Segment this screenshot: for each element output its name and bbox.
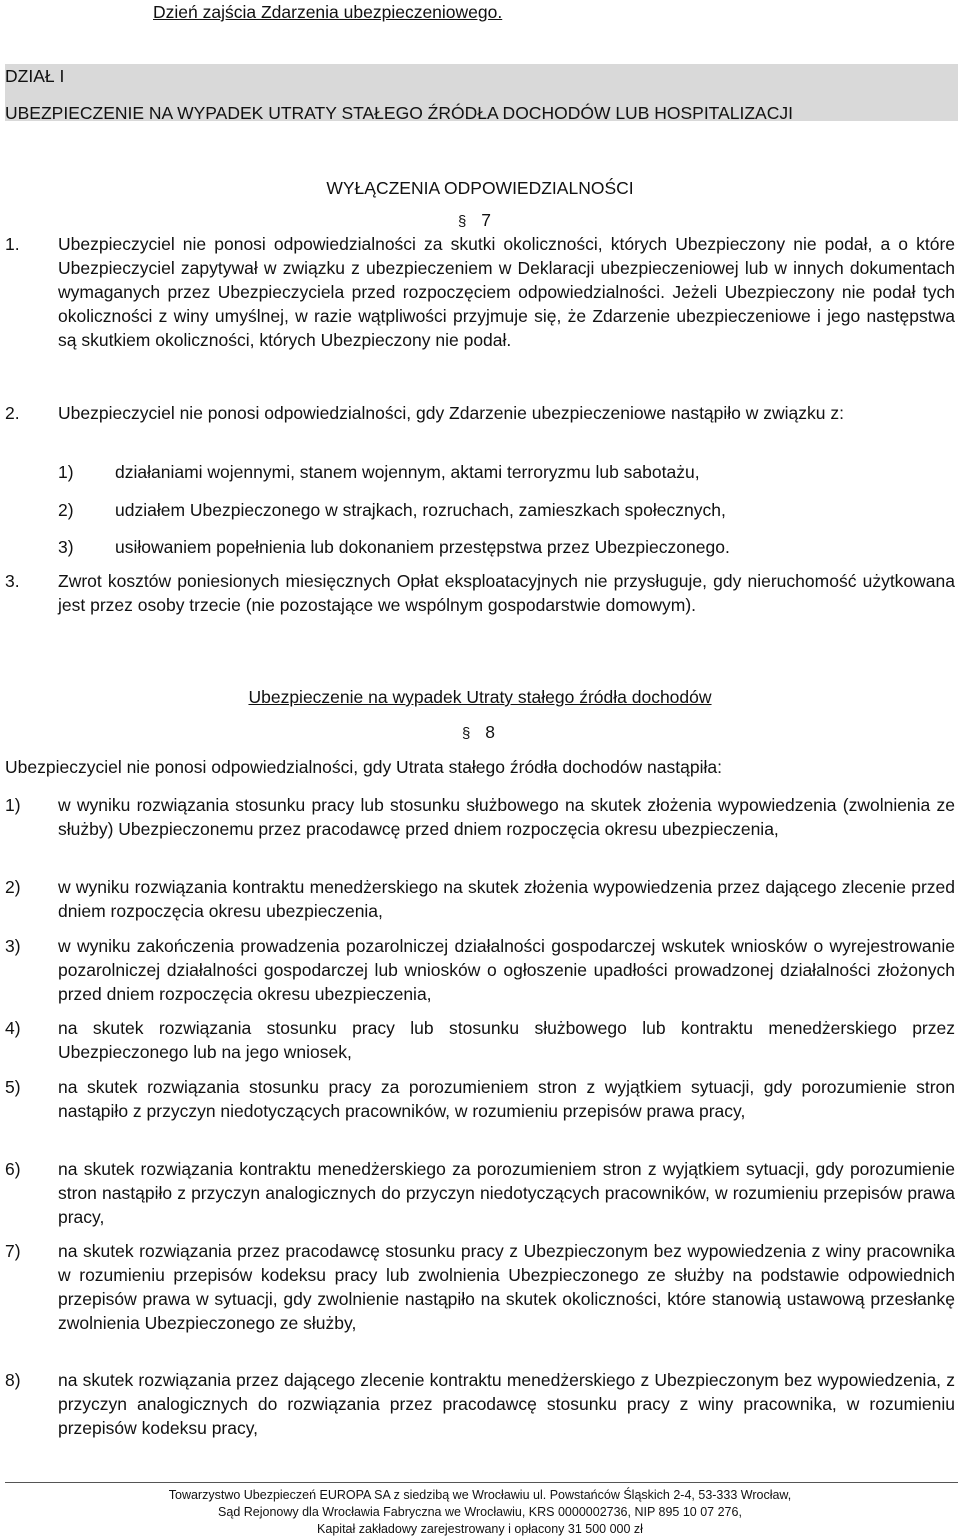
item-number: 8) [5, 1370, 21, 1390]
dzial-label: DZIAŁ I [5, 66, 65, 86]
section-7-mark [458, 208, 491, 234]
section-sign: § [462, 725, 471, 742]
income-loss-item-3: w wyniku zakończenia prowadzenia pozarolniczej działalności gospodarczej wskutek wniosków o wyrejestrowanie pozarolniczej działalności gospodarczej lub wniosków o ogłoszenie upadłości prowadzonej działalności złożonych przed dniem rozpoczęcia okresu ubezpieczenia, [58, 936, 955, 1004]
subitem-number: 2) [58, 500, 74, 520]
exclusion-item-2: Ubezpieczyciel nie ponosi odpowiedzialności, gdy Zdarzenie ubezpieczeniowe nastąpiło w związku z: [58, 403, 844, 423]
income-loss-item-1: w wyniku rozwiązania stosunku pracy lub stosunku służbowego na skutek złożenia wypowiedzenia (zwolnienia ze służby) Ubezpieczonemu przez pracodawcę przed dniem rozpoczęcia okresu ubezpieczenia, [58, 795, 955, 839]
subitem-number: 1) [58, 462, 74, 482]
exclusion-item-3: Zwrot kosztów poniesionych miesięcznych Opłat eksploatacyjnych nie przysługuje, gdy nieruchomość użytkowana jest przez osoby trzecie (nie pozostające we wspólnym gospodarstwie domowym). [58, 571, 955, 615]
exclusion-subitem: udziałem Ubezpieczonego w strajkach, rozruchach, zamieszkach społecznych, [115, 500, 726, 520]
income-loss-item-5: na skutek rozwiązania stosunku pracy za porozumieniem stron z wyjątkiem sytuacji, gdy porozumienie stron nastąpiło z przyczyn niedotyczących pracowników, w rozumieniu przepisów prawa pracy, [58, 1077, 955, 1121]
item-number: 1) [5, 795, 21, 815]
income-loss-item-8: na skutek rozwiązania przez dającego zlecenie kontraktu menedżerskiego z Ubezpieczonym bez wypowiedzenia, z przyczyn analogicznych do rozwiązania przez pracodawcę stosunku pracy z winy pracownika, w rozumieniu przepisów kodeksu pracy, [58, 1370, 955, 1438]
exclusion-subitem: usiłowaniem popełnienia lub dokonaniem przestępstwa przez Ubezpieczonego. [115, 537, 730, 557]
item-number: 3. [5, 571, 20, 591]
income-loss-item-2: w wyniku rozwiązania kontraktu menedżerskiego na skutek złożenia wypowiedzenia przez dającego zlecenie przed dniem rozpoczęcia okresu ubezpieczenia, [58, 877, 955, 921]
footer [0, 1487, 960, 1538]
section-number: 8 [485, 722, 495, 742]
exclusion-subitem: działaniami wojennymi, stanem wojennym, aktami terroryzmu lub sabotażu, [115, 462, 700, 482]
section-number: 7 [481, 210, 491, 230]
exclusion-item-1: Ubezpieczyciel nie ponosi odpowiedzialności za skutki okoliczności, których Ubezpieczony nie podał, a o które Ubezpieczyciel zapytywał w związku z ubezpieczeniem w Deklaracji ubezpieczeniowej lub w innych dokumentach wymaganych przez Ubezpieczyciela przed rozpoczęciem odpowiedzialności. Jeżeli Ubezpieczony nie podał tych okoliczności z winy umyślnej, w razie wątpliwości przyjmuje się, że Zdarzenie ubezpieczeniowe i jego następstwa są skutkiem okoliczności, których Ubezpieczony nie podał. [58, 234, 955, 350]
income-loss-item-6: na skutek rozwiązania kontraktu menedżerskiego za porozumieniem stron z wyjątkiem sytuacji, gdy porozumienie stron nastąpiło z przyczyn analogicznych do przyczyn niedotyczących pracowników, w rozumieniu przepisów prawa pracy, [58, 1159, 955, 1227]
event-day-line: Dzień zajścia Zdarzenia ubezpieczeniowego. [153, 2, 503, 22]
footer-line-company: Towarzystwo Ubezpieczeń EUROPA SA z siedzibą we Wrocławiu ul. Powstańców Śląskich 2-4, 53-333 Wrocław, [168, 1488, 792, 1502]
section-sign: § [458, 213, 467, 230]
income-loss-heading: Ubezpieczenie na wypadek Utraty stałego źródła dochodów [248, 687, 712, 707]
item-number: 2. [5, 403, 20, 423]
footer-divider [5, 1482, 958, 1483]
section-band [5, 64, 958, 121]
footer-line-court: Sąd Rejonowy dla Wrocławia Fabryczna we Wrocławiu, KRS 0000002736, NIP 895 10 07 276, [218, 1505, 742, 1519]
item-number: 1. [5, 234, 20, 254]
income-loss-item-7: na skutek rozwiązania przez pracodawcę stosunku pracy z Ubezpieczonym bez wypowiedzenia z winy pracownika w rozumieniu przepisów kodeksu pracy lub zwolnienia Ubezpieczonego ze służby na podstawie odpowiednich przepisów prawa w sytuacji, gdy zwolnienie nastąpiło na skutek okoliczności, które stanowią ustawową przesłankę zwolnienia Ubezpieczonego ze służby, [58, 1241, 955, 1333]
item-number: 4) [5, 1018, 21, 1038]
item-number: 5) [5, 1077, 21, 1097]
item-number: 3) [5, 936, 21, 956]
dzial-title: UBEZPIECZENIE NA WYPADEK UTRATY STAŁEGO ŹRÓDŁA DOCHODÓW LUB HOSPITALIZACJI [5, 103, 793, 123]
subitem-number: 3) [58, 537, 74, 557]
section-8-mark [462, 720, 495, 746]
item-number: 2) [5, 877, 21, 897]
income-loss-item-4: na skutek rozwiązania stosunku pracy lub stosunku służbowego lub kontraktu menedżerskiego przez Ubezpieczonego lub na jego wniosek, [58, 1018, 955, 1062]
footer-line-capital: Kapitał zakładowy zarejestrowany i opłacony 31 500 000 zł [317, 1522, 643, 1536]
exclusions-heading: WYŁĄCZENIA ODPOWIEDZIALNOŚCI [326, 178, 634, 198]
income-loss-intro: Ubezpieczyciel nie ponosi odpowiedzialności, gdy Utrata stałego źródła dochodów nastąpiła: [5, 757, 722, 777]
item-number: 6) [5, 1159, 21, 1179]
item-number: 7) [5, 1241, 21, 1261]
